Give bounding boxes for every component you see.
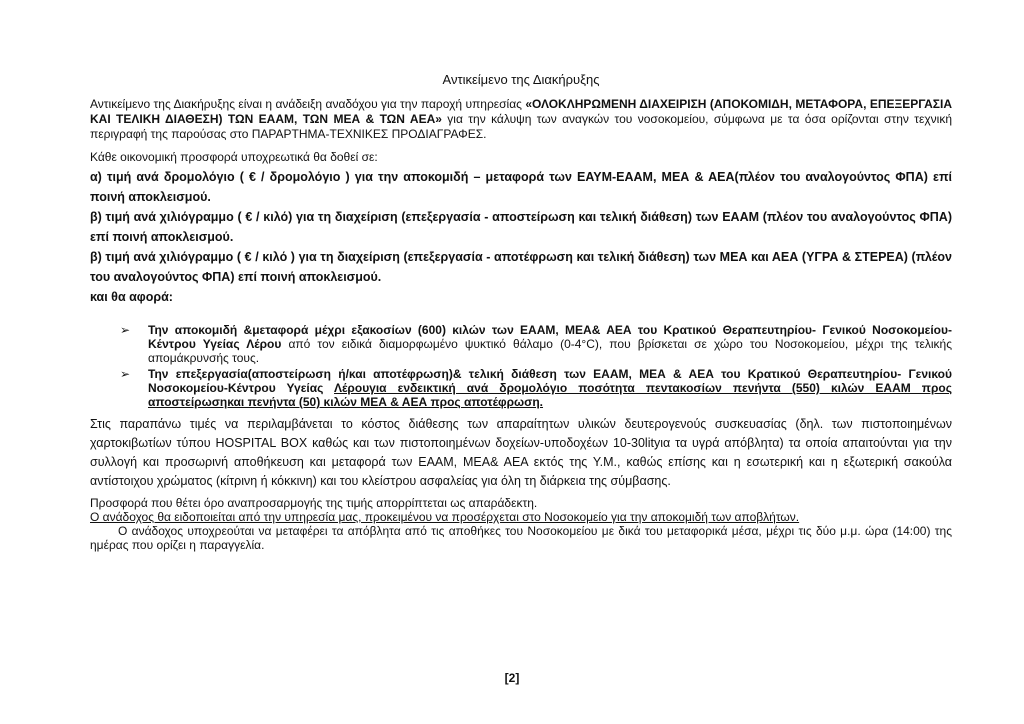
price-item-b1: β) τιμή ανά χιλιόγραμμο ( € / κιλό) για τη διαχείριση (επεξεργασία - αποστείρωση και τελική διάθεση) των ΕΑΑΜ (πλέον του αναλογούντος ΦΠΑ) επί ποινή αποκλεισμού. — [90, 210, 952, 244]
intro-text-end: για την κάλυψη των αναγκών του νοσοκομείου, σύμφωνα με τα όσα ορίζονται στην τεχνική περιγραφή της παρούσας στο ΠΑΡΑΡΤΗΜΑ-ΤΕΧΝΙΚΕΣ ΠΡΟΔΙΑΓΡΑΦΕΣ. — [90, 112, 952, 141]
price-item-b2: β) τιμή ανά χιλιόγραμμο ( € / κιλό ) για τη διαχείριση (επεξεργασία - αποτέφρωση και τελική διάθεση) των ΜΕΑ και ΑΕΑ (ΥΓΡΑ & ΣΤΕΡΕΑ) (πλέον του αναλογούντος ΦΠΑ) επί ποινή αποκλεισμού. — [90, 250, 952, 284]
offer-line: Κάθε οικονομική προσφορά υποχρεωτικά θα δοθεί σε: — [90, 150, 378, 164]
notify-line: Ο ανάδοχος θα ειδοποιείται από την υπηρεσία μας, προκειμένου να προσέρχεται στο Νοσοκομείο για την αποκομιδή των αποβλήτων. — [90, 510, 800, 524]
document-page — [90, 72, 952, 552]
section-title: Αντικείμενο της Διακήρυξης — [442, 72, 600, 87]
bullet-text: από τον ειδικά διαμορφωμένο ψυκτικό θάλαμο (0-4°C), που βρίσκεται σε χώρο του Νοσοκομείου, μέχρι της τελικής απομάκρυνσής τους. — [148, 337, 953, 365]
and-line: και θα αφορά: — [90, 290, 173, 304]
intro-paragraph — [90, 97, 952, 142]
arrow-bullet-icon: ➢ — [120, 367, 131, 381]
price-item-a: α) τιμή ανά δρομολόγιο ( € / δρομολόγιο ) για την αποκομιδή – μεταφορά των ΕΑΥΜ-ΕΑΑΜ, ΜΕΑ & ΑΕΑ(πλέον του αναλογούντος ΦΠΑ) επί ποινή αποκλεισμού. — [90, 170, 952, 204]
reject-line: Προσφορά που θέτει όρο αναπροσαρμογής της τιμής απορρίπτεται ως απαράδεκτη. — [90, 496, 538, 510]
scope-list — [90, 323, 952, 409]
transport-line: Ο ανάδοχος υποχρεούται να μεταφέρει τα απόβλητα από τις αποθήκες του Νοσοκομείου με δικά του μεταφορικά μέσα, μέχρι τις δύο μ.μ. ώρα (14:00) της ημέρας που ορίζει η παραγγελία. — [90, 524, 952, 552]
list-item — [90, 367, 952, 409]
bullet-bold-text: Την επεξεργασία(αποστείρωση ή/και αποτέφρωση)& τελική διάθεση των ΕΑΑΜ, ΜΕΑ & ΑΕΑ του Κρατικού Θεραπευτηρίου- Γενικού Νοσοκομείου-Κέντρου Υγείας — [148, 367, 952, 395]
intro-text: Αντικείμενο της Διακήρυξης είναι η ανάδειξη αναδόχου για την παροχή υπηρεσίας — [90, 97, 526, 111]
page-number: [2] — [504, 671, 520, 685]
intro-service-name: «ΟΛΟΚΛΗΡΩΜΕΝΗ ΔΙΑΧΕΙΡΙΣΗ (ΑΠΟΚΟΜΙΔΗ, ΜΕΤΑΦΟΡΑ, ΕΠΕΞΕΡΓΑΣΙΑ ΚΑΙ ΤΕΛΙΚΗ ΔΙΑΘΕΣΗ) ΤΩΝ ΕΑΑΜ, ΤΩΝ ΜΕΑ & ΤΩΝ ΑΕΑ» — [90, 97, 952, 126]
arrow-bullet-icon: ➢ — [120, 323, 131, 337]
bullet-bold-text: Την αποκομιδή &μεταφορά μέχρι εξακοσίων (600) κιλών των ΕΑΑΜ, ΜΕΑ& ΑΕΑ του Κρατικού Θεραπευτηρίου- Γενικού Νοσοκομείου-Κέντρου Υγείας Λέρου — [148, 323, 952, 351]
list-item — [90, 323, 952, 365]
costs-paragraph: Στις παραπάνω τιμές να περιλαμβάνεται το κόστος διάθεσης των απαραίτητων υλικών δευτερογενούς συσκευασίας (δηλ. των πιστοποιημένων χαρτοκιβωτίων τύπου HOSPITAL BOX καθώς και των πιστοποιημένων δοχείων-υποδοχέων 10-30lityια τα υγρά απόβλητα) τα οποία απαιτούνται για την συλλογή και προσωρινή αποθήκευση και μεταφορά των ΕΑΑΜ, ΜΕΑ& ΑΕΑ εκτός της Υ.Μ., καθώς επίσης και η εσωτερική και η εξωτερική σακούλα αντίστοιχου χρώματος (κίτρινη ή κόκκινη) και του κλείστρου ασφαλείας για όλη τη διάρκεια της σύμβασης. — [90, 417, 952, 488]
bullet-underlined-text: Λέρουγια ενδεικτική ανά δρομολόγιο ποσότητα πεντακοσίων πενήντα (550) κιλών ΕΑΑΜ προς αποστείρωσηκαι πενήντα (50) κιλών ΜΕΑ & ΑΕΑ προς αποτέφρωση. — [148, 381, 952, 409]
